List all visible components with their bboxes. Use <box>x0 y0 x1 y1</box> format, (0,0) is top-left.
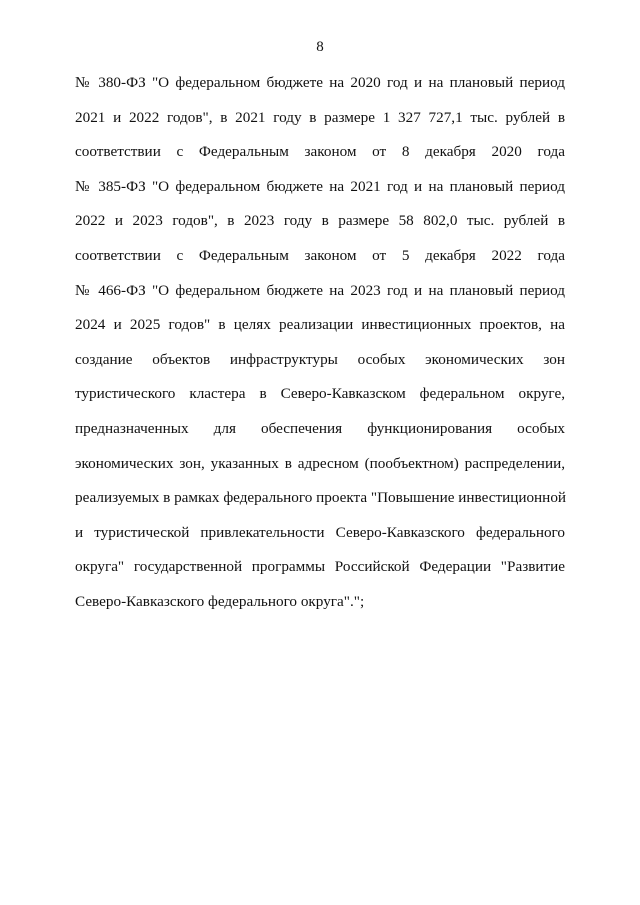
text-line: округа" государственной программы Российской Федерации "Развитие <box>75 558 565 576</box>
text-line: экономических зон, указанных в адресном (пообъектном) распределении, <box>75 454 565 472</box>
body-paragraph <box>75 66 565 620</box>
text-line: реализуемых в рамках федерального проекта "Повышение инвестиционной <box>75 489 567 507</box>
text-line: туристического кластера в Северо-Кавказском федеральном округе, <box>75 385 565 403</box>
text-line: 2022 и 2023 годов", в 2023 году в размере 58 802,0 тыс. рублей в <box>75 212 565 230</box>
text-line: соответствии с Федеральным законом от 8 декабря 2020 года <box>75 143 565 161</box>
text-line: и туристической привлекательности Северо-Кавказского федерального <box>75 523 565 541</box>
text-line: предназначенных для обеспечения функционирования особых <box>75 419 565 437</box>
text-line: создание объектов инфраструктуры особых экономических зон <box>75 350 565 368</box>
text-line: № 385-ФЗ "О федеральном бюджете на 2021 год и на плановый период <box>75 177 565 195</box>
text-line: 2021 и 2022 годов", в 2021 году в размере 1 327 727,1 тыс. рублей в <box>75 108 565 126</box>
text-line: № 380-ФЗ "О федеральном бюджете на 2020 год и на плановый период <box>75 74 565 91</box>
text-line: соответствии с Федеральным законом от 5 декабря 2022 года <box>75 246 565 264</box>
text-line-last: Северо-Кавказского федерального округа"."; <box>75 592 365 610</box>
text-line: № 466-ФЗ "О федеральном бюджете на 2023 год и на плановый период <box>75 281 565 299</box>
page-number: 8 <box>316 39 324 55</box>
text-line: 2024 и 2025 годов" в целях реализации инвестиционных проектов, на <box>75 316 565 334</box>
